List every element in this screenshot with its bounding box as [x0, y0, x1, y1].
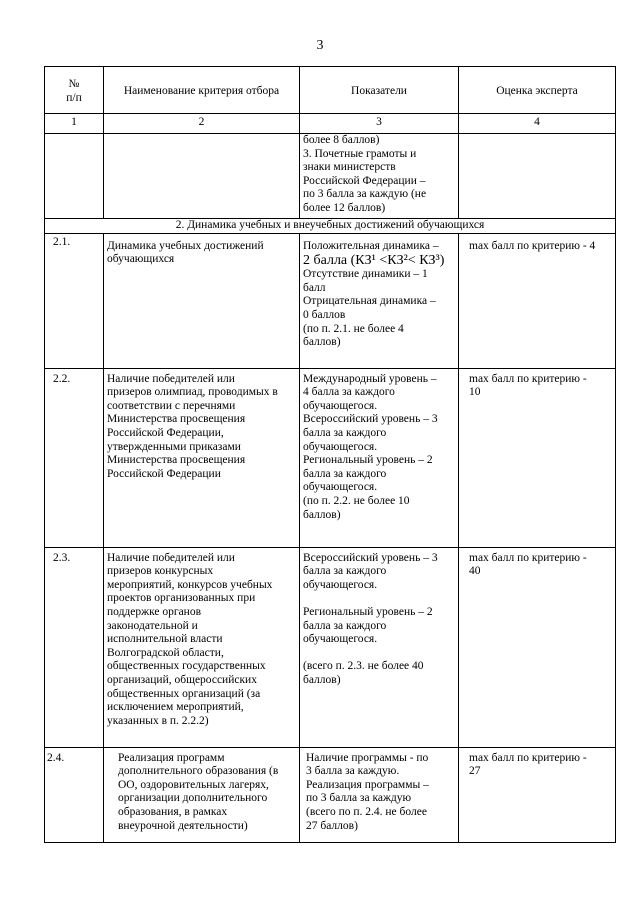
row-num: 2.3. [45, 547, 104, 747]
section-row [45, 218, 616, 233]
row-expert: max балл по критерию - 4 [459, 233, 616, 368]
indicator-line: 2 балла (КЗ¹ <КЗ²< КЗ³) [303, 253, 445, 269]
table-row [45, 547, 616, 747]
header-num: № п/п [45, 67, 104, 114]
table-header-row [45, 67, 616, 114]
column-number-4: 4 [459, 114, 616, 134]
indicator-line: Отсутствие динамики – 1 [303, 268, 428, 281]
indicator-line: баллов) [303, 336, 341, 349]
row-indicators [300, 233, 459, 368]
row-expert: max балл по критерию - 10 [459, 368, 616, 547]
row-num: 2.4. [45, 747, 104, 842]
page-number: 3 [316, 38, 324, 53]
row-criterion-name: Реализация программ дополнительного образования (в ОО, оздоровительных лагерях, организации дополнительного образования, в рамках внеурочной деятельности) [104, 747, 300, 842]
continuation-indicators: более 8 баллов) 3. Почетные грамоты и знаки министерств Российской Федерации – по 3 балла за каждую (не более 12 баллов) [300, 134, 459, 219]
indicator-line: (по п. 2.1. не более 4 [303, 322, 404, 335]
row-indicators: Международный уровень – 4 балла за каждого обучающегося. Всероссийский уровень – 3 балла за каждого обучающегося. Региональный уровень – 2 балла за каждого обучающегося. (по п. 2.2. не более 10 баллов) [300, 368, 459, 547]
row-expert: max балл по критерию - 40 [459, 547, 616, 747]
column-numbers-row [45, 114, 616, 134]
header-indicators: Показатели [300, 67, 459, 114]
continuation-expert [459, 134, 616, 219]
column-number-2: 2 [104, 114, 300, 134]
indicator-line: Положительная динамика – [303, 239, 439, 252]
section-title: 2. Динамика учебных и внеучебных достижений обучающихся [45, 218, 616, 233]
table-row [45, 368, 616, 547]
row-criterion-name: Наличие победителей или призеров олимпиад, проводимых в соответствии с перечнями Министерства просвещения Российской Федерации, утвержденными приказами Министерства просвещения Российской Федерации [104, 368, 300, 547]
indicator-line: 0 баллов [303, 308, 346, 321]
criteria-table [44, 66, 616, 843]
row-indicators: Наличие программы - по 3 балла за каждую. Реализация программы – по 3 балла за каждую (всего по п. 2.4. не более 27 баллов) [300, 747, 459, 842]
indicator-line: Отрицательная динамика – [303, 295, 436, 308]
row-expert: max балл по критерию - 27 [459, 747, 616, 842]
table-row [45, 233, 616, 368]
row-num: 2.1. [45, 233, 104, 368]
header-name: Наименование критерия отбора [104, 67, 300, 114]
continuation-name [104, 134, 300, 219]
column-number-1: 1 [45, 114, 104, 134]
indicator-line: балл [303, 281, 326, 294]
row-criterion-name: Динамика учебных достижений обучающихся [104, 233, 300, 368]
continuation-num [45, 134, 104, 219]
column-number-3: 3 [300, 114, 459, 134]
table-row [45, 747, 616, 842]
row-num: 2.2. [45, 368, 104, 547]
row-indicators: Всероссийский уровень – 3 балла за каждого обучающегося. Региональный уровень – 2 балла за каждого обучающегося. (всего п. 2.3. не более 40 баллов) [300, 547, 459, 747]
continuation-row [45, 134, 616, 219]
row-criterion-name: Наличие победителей или призеров конкурсных мероприятий, конкурсов учебных проектов организованных при поддержке органов законодательной и исполнительной власти Волгоградской области, общественных государственных организаций, общероссийских общественных организаций (за исключением мероприятий, указанных в п. 2.2.2) [104, 547, 300, 747]
header-expert: Оценка эксперта [459, 67, 616, 114]
